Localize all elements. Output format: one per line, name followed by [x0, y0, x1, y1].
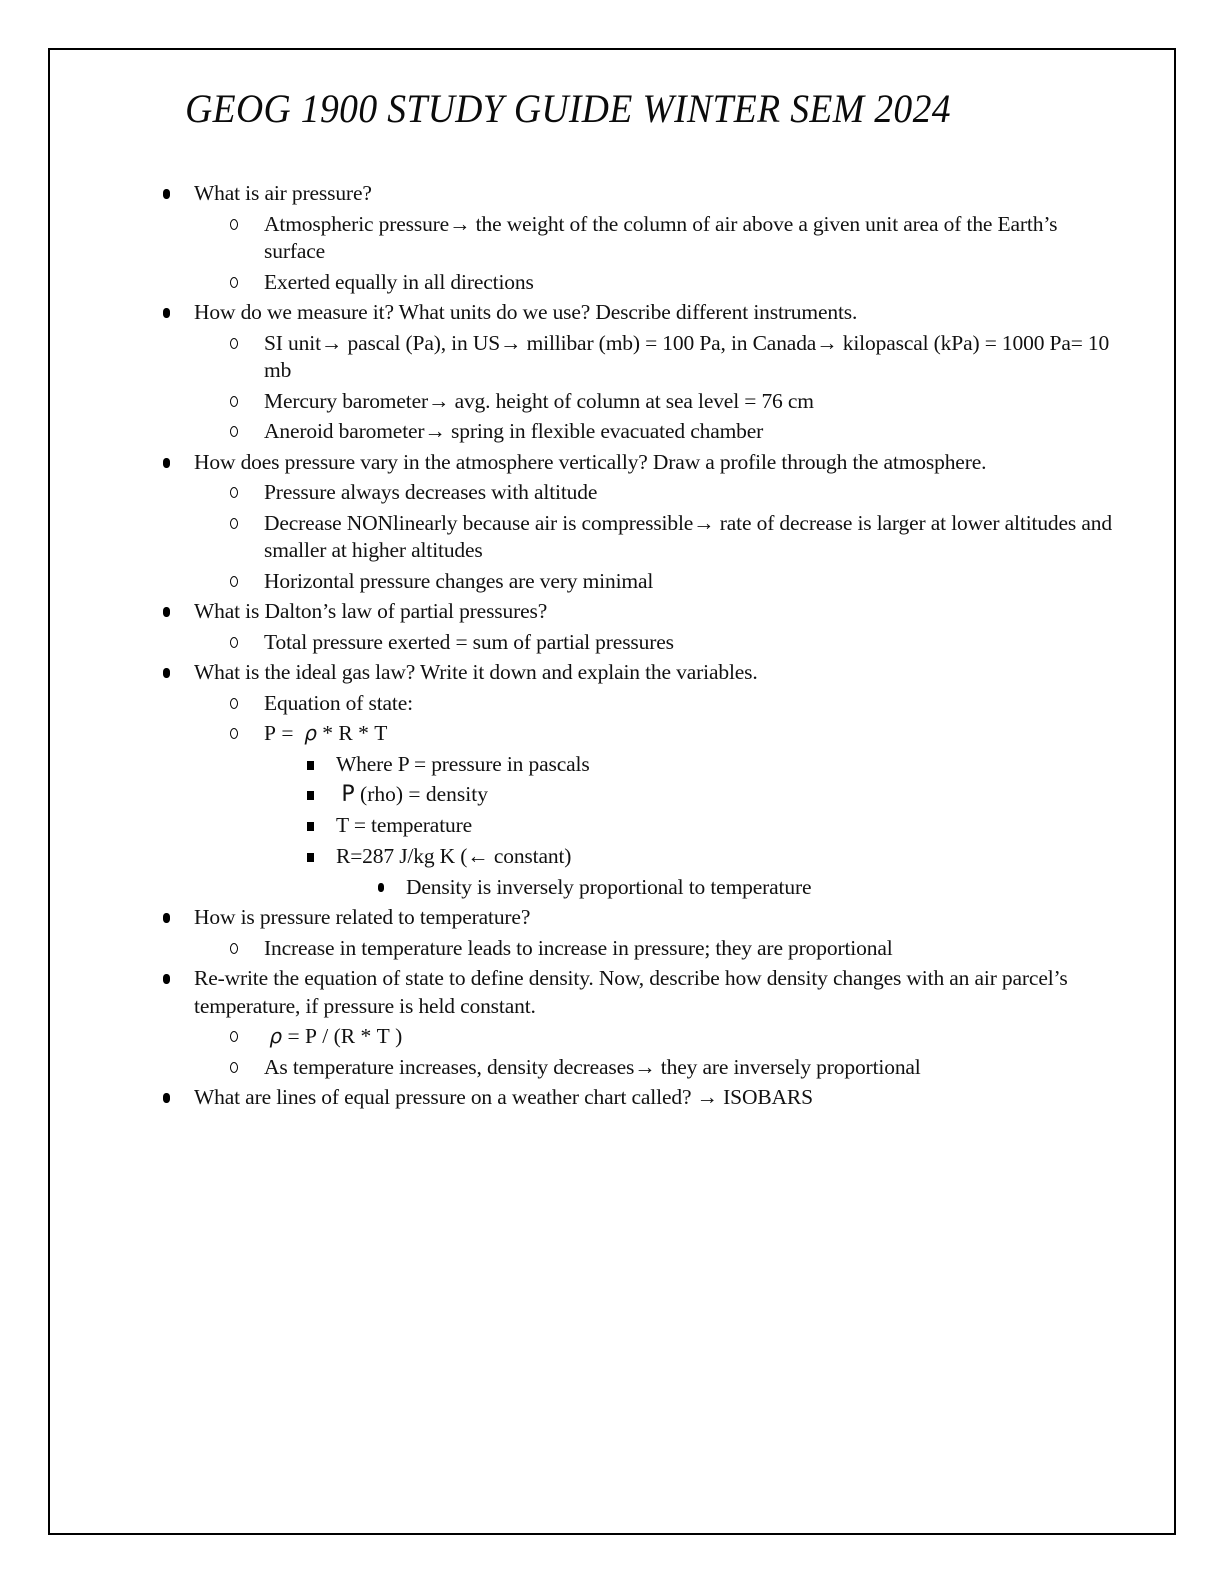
filled-oval-bullet: [378, 883, 384, 892]
outline-item: [108, 1023, 1116, 1051]
outline-item: [108, 418, 1116, 446]
outline-item-text: Exerted equally in all directions: [264, 269, 534, 294]
outline-item: [108, 751, 1116, 779]
hollow-circle-bullet: [230, 277, 238, 288]
filled-oval-bullet: [163, 308, 170, 318]
filled-square-bullet: [307, 791, 314, 800]
outline-item: [108, 568, 1116, 596]
outline-item: [108, 690, 1116, 718]
outline-item: [108, 180, 1116, 208]
hollow-circle-bullet: [230, 698, 238, 709]
outline-item: [108, 904, 1116, 932]
outline-item-text: Pressure always decreases with altitude: [264, 480, 598, 505]
filled-oval-bullet: [163, 458, 170, 468]
outline-item: [108, 510, 1116, 565]
outline-item-text: Density is inversely proportional to temperature: [406, 874, 812, 899]
page-content: [48, 48, 1176, 1535]
hollow-circle-bullet: [230, 396, 238, 407]
outline-item-text: Re‑write the equation of state to define density. Now, describe how density changes with an air parcel’s temperature, if pressure is held constant.: [194, 966, 1068, 1018]
outline-item-text: Decrease NONlinearly because air is compressible→ rate of decrease is larger at lower altitudes and smaller at higher altitudes: [264, 510, 1112, 563]
hollow-circle-bullet: [230, 487, 238, 498]
outline-item: [108, 299, 1116, 327]
outline-item-text: SI unit→ pascal (Pa), in US→ millibar (mb) = 100 Pa, in Canada→ kilopascal (kPa) = 1000 Pa= 10 mb: [264, 330, 1110, 383]
hollow-circle-bullet: [230, 426, 238, 437]
outline-item-text: Ρ (rho) = density: [341, 782, 488, 808]
outline-item: [108, 479, 1116, 507]
outline-item: [108, 1054, 1116, 1082]
filled-oval-bullet: [163, 189, 170, 199]
hollow-circle-bullet: [230, 1062, 238, 1073]
filled-oval-bullet: [163, 913, 170, 923]
outline-item-text: How is pressure related to temperature?: [194, 905, 531, 930]
outline-item-text: Horizontal pressure changes are very minimal: [264, 568, 654, 593]
outline-item: [108, 269, 1116, 297]
outline-item-text: What is air pressure?: [194, 181, 372, 205]
page-title: GEOG 1900 STUDY GUIDE WINTER SEM 2024: [185, 86, 951, 131]
hollow-circle-bullet: [230, 338, 238, 349]
outline-item: [108, 965, 1116, 1020]
hollow-circle-bullet: [230, 219, 238, 230]
outline-item-text: Atmospheric pressure→ the weight of the column of air above a given unit area of the Earth’s surface: [264, 211, 1058, 264]
filled-square-bullet: [307, 761, 314, 770]
outline-item-text: Mercury barometer→ avg. height of column at sea level = 76 cm: [264, 388, 814, 413]
filled-oval-bullet: [163, 1093, 170, 1103]
outline-item-text: Increase in temperature leads to increase in pressure; they are proportional: [264, 935, 893, 960]
filled-oval-bullet: [163, 974, 170, 984]
filled-square-bullet: [307, 853, 314, 862]
outline-item: [108, 843, 1116, 871]
outline-item-text: As temperature increases, density decreases→ they are inversely proportional: [264, 1054, 921, 1079]
hollow-circle-bullet: [230, 1031, 238, 1042]
outline-item: [108, 935, 1116, 963]
outline-item-text: What is Dalton’s law of partial pressures?: [194, 599, 548, 624]
outline-item-text: What is the ideal gas law? Write it down and explain the variables.: [194, 660, 758, 685]
outline-item: [108, 211, 1116, 266]
outline-item-text: ρ = P / (R * T ): [269, 1024, 403, 1049]
outline-item-text: Total pressure exerted = sum of partial pressures: [264, 629, 674, 654]
outline-item-text: How do we measure it? What units do we use? Describe different instruments.: [194, 300, 858, 325]
outline-item-text: P = ρ * R * T: [264, 721, 388, 746]
outline-item: [108, 629, 1116, 657]
hollow-circle-bullet: [230, 576, 238, 587]
hollow-circle-bullet: [230, 943, 238, 954]
hollow-circle-bullet: [230, 637, 238, 648]
outline-item-text: Equation of state:: [264, 690, 413, 715]
outline-item: [108, 812, 1116, 840]
outline-item-text: T = temperature: [336, 813, 473, 838]
outline-item: [108, 720, 1116, 748]
outline-item-text: How does pressure vary in the atmosphere vertically? Draw a profile through the atmosphere.: [194, 449, 987, 474]
outline-item: [108, 1084, 1116, 1112]
outline-item-text: Where P = pressure in pascals: [336, 751, 590, 776]
outline-item: [108, 598, 1116, 626]
outline-item: [108, 449, 1116, 477]
outline-item-text: R=287 J/kg K (← constant): [336, 843, 572, 868]
hollow-circle-bullet: [230, 728, 238, 739]
outline-item: [108, 330, 1116, 385]
filled-oval-bullet: [163, 668, 170, 678]
outline-item: [108, 874, 1116, 902]
outline-item: [108, 781, 1116, 809]
filled-square-bullet: [307, 822, 314, 831]
filled-oval-bullet: [163, 607, 170, 617]
study-guide-outline: [108, 180, 1116, 1112]
outline-item: [108, 659, 1116, 687]
hollow-circle-bullet: [230, 518, 238, 529]
outline-item-text: Aneroid barometer→ spring in flexible evacuated chamber: [264, 419, 764, 444]
outline-item: [108, 388, 1116, 416]
outline-item-text: What are lines of equal pressure on a weather chart called? → ISOBARS: [194, 1085, 813, 1110]
